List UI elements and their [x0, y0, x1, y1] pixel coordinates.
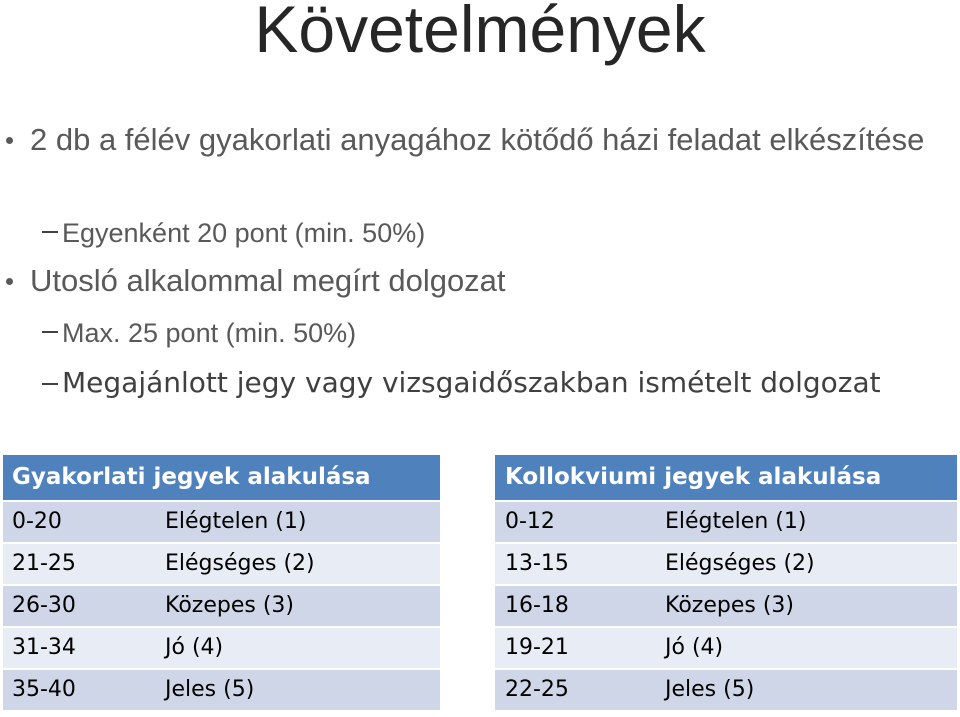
- table-row: [495, 502, 957, 542]
- table-row: [3, 502, 440, 542]
- table-row: [3, 586, 440, 626]
- score-range: 19-21: [505, 635, 569, 660]
- score-range: 16-18: [505, 593, 569, 618]
- grade-label: Elégséges (2): [665, 551, 815, 576]
- grade-label: Közepes (3): [665, 593, 794, 618]
- table-row: [3, 628, 440, 668]
- sub-bullet-dash-icon: [42, 331, 58, 333]
- score-range: 21-25: [12, 551, 76, 576]
- grade-label: Jó (4): [165, 635, 224, 660]
- grade-label: Közepes (3): [165, 593, 294, 618]
- bullet-dot-icon: [6, 278, 13, 285]
- table-header: Gyakorlati jegyek alakulása: [3, 455, 440, 500]
- slide-title: Követelmények: [254, 0, 706, 66]
- grade-label: Elégtelen (1): [165, 509, 307, 534]
- practice-grades-table: [3, 455, 440, 710]
- score-range: 31-34: [12, 635, 76, 660]
- sub-bullet-homework-points: Egyenként 20 pont (min. 50%): [62, 218, 426, 248]
- grade-label: Jeles (5): [165, 677, 255, 702]
- score-range: 13-15: [505, 551, 569, 576]
- bullet-homework: 2 db a félév gyakorlati anyagához kötődő házi feladat elkészítése: [30, 122, 925, 157]
- grade-label: Jeles (5): [665, 677, 755, 702]
- score-range: 35-40: [12, 677, 76, 702]
- table-row: [495, 544, 957, 584]
- table-row: [495, 670, 957, 710]
- score-range: 26-30: [12, 593, 76, 618]
- bullet-dot-icon: [6, 137, 13, 144]
- exam-grades-table: [495, 455, 957, 710]
- table-row: [3, 544, 440, 584]
- grade-label: Elégtelen (1): [665, 509, 807, 534]
- table-row: [3, 670, 440, 710]
- sub-bullet-test-points: Max. 25 pont (min. 50%): [62, 318, 357, 348]
- table-header: Kollokviumi jegyek alakulása: [495, 455, 957, 500]
- sub-bullet-dash-icon: [42, 231, 58, 233]
- score-range: 0-12: [505, 509, 555, 534]
- bullet-final-test: Utosló alkalommal megírt dolgozat: [30, 263, 506, 298]
- table-row: [495, 586, 957, 626]
- sub-bullet-dash-icon: [42, 383, 58, 385]
- score-range: 22-25: [505, 677, 569, 702]
- table-row: [495, 628, 957, 668]
- score-range: 0-20: [12, 509, 62, 534]
- grade-label: Jó (4): [665, 635, 724, 660]
- grade-label: Elégséges (2): [165, 551, 315, 576]
- sub-bullet-offered-grade: Megajánlott jegy vagy vizsgaidőszakban ismételt dolgozat: [62, 366, 881, 399]
